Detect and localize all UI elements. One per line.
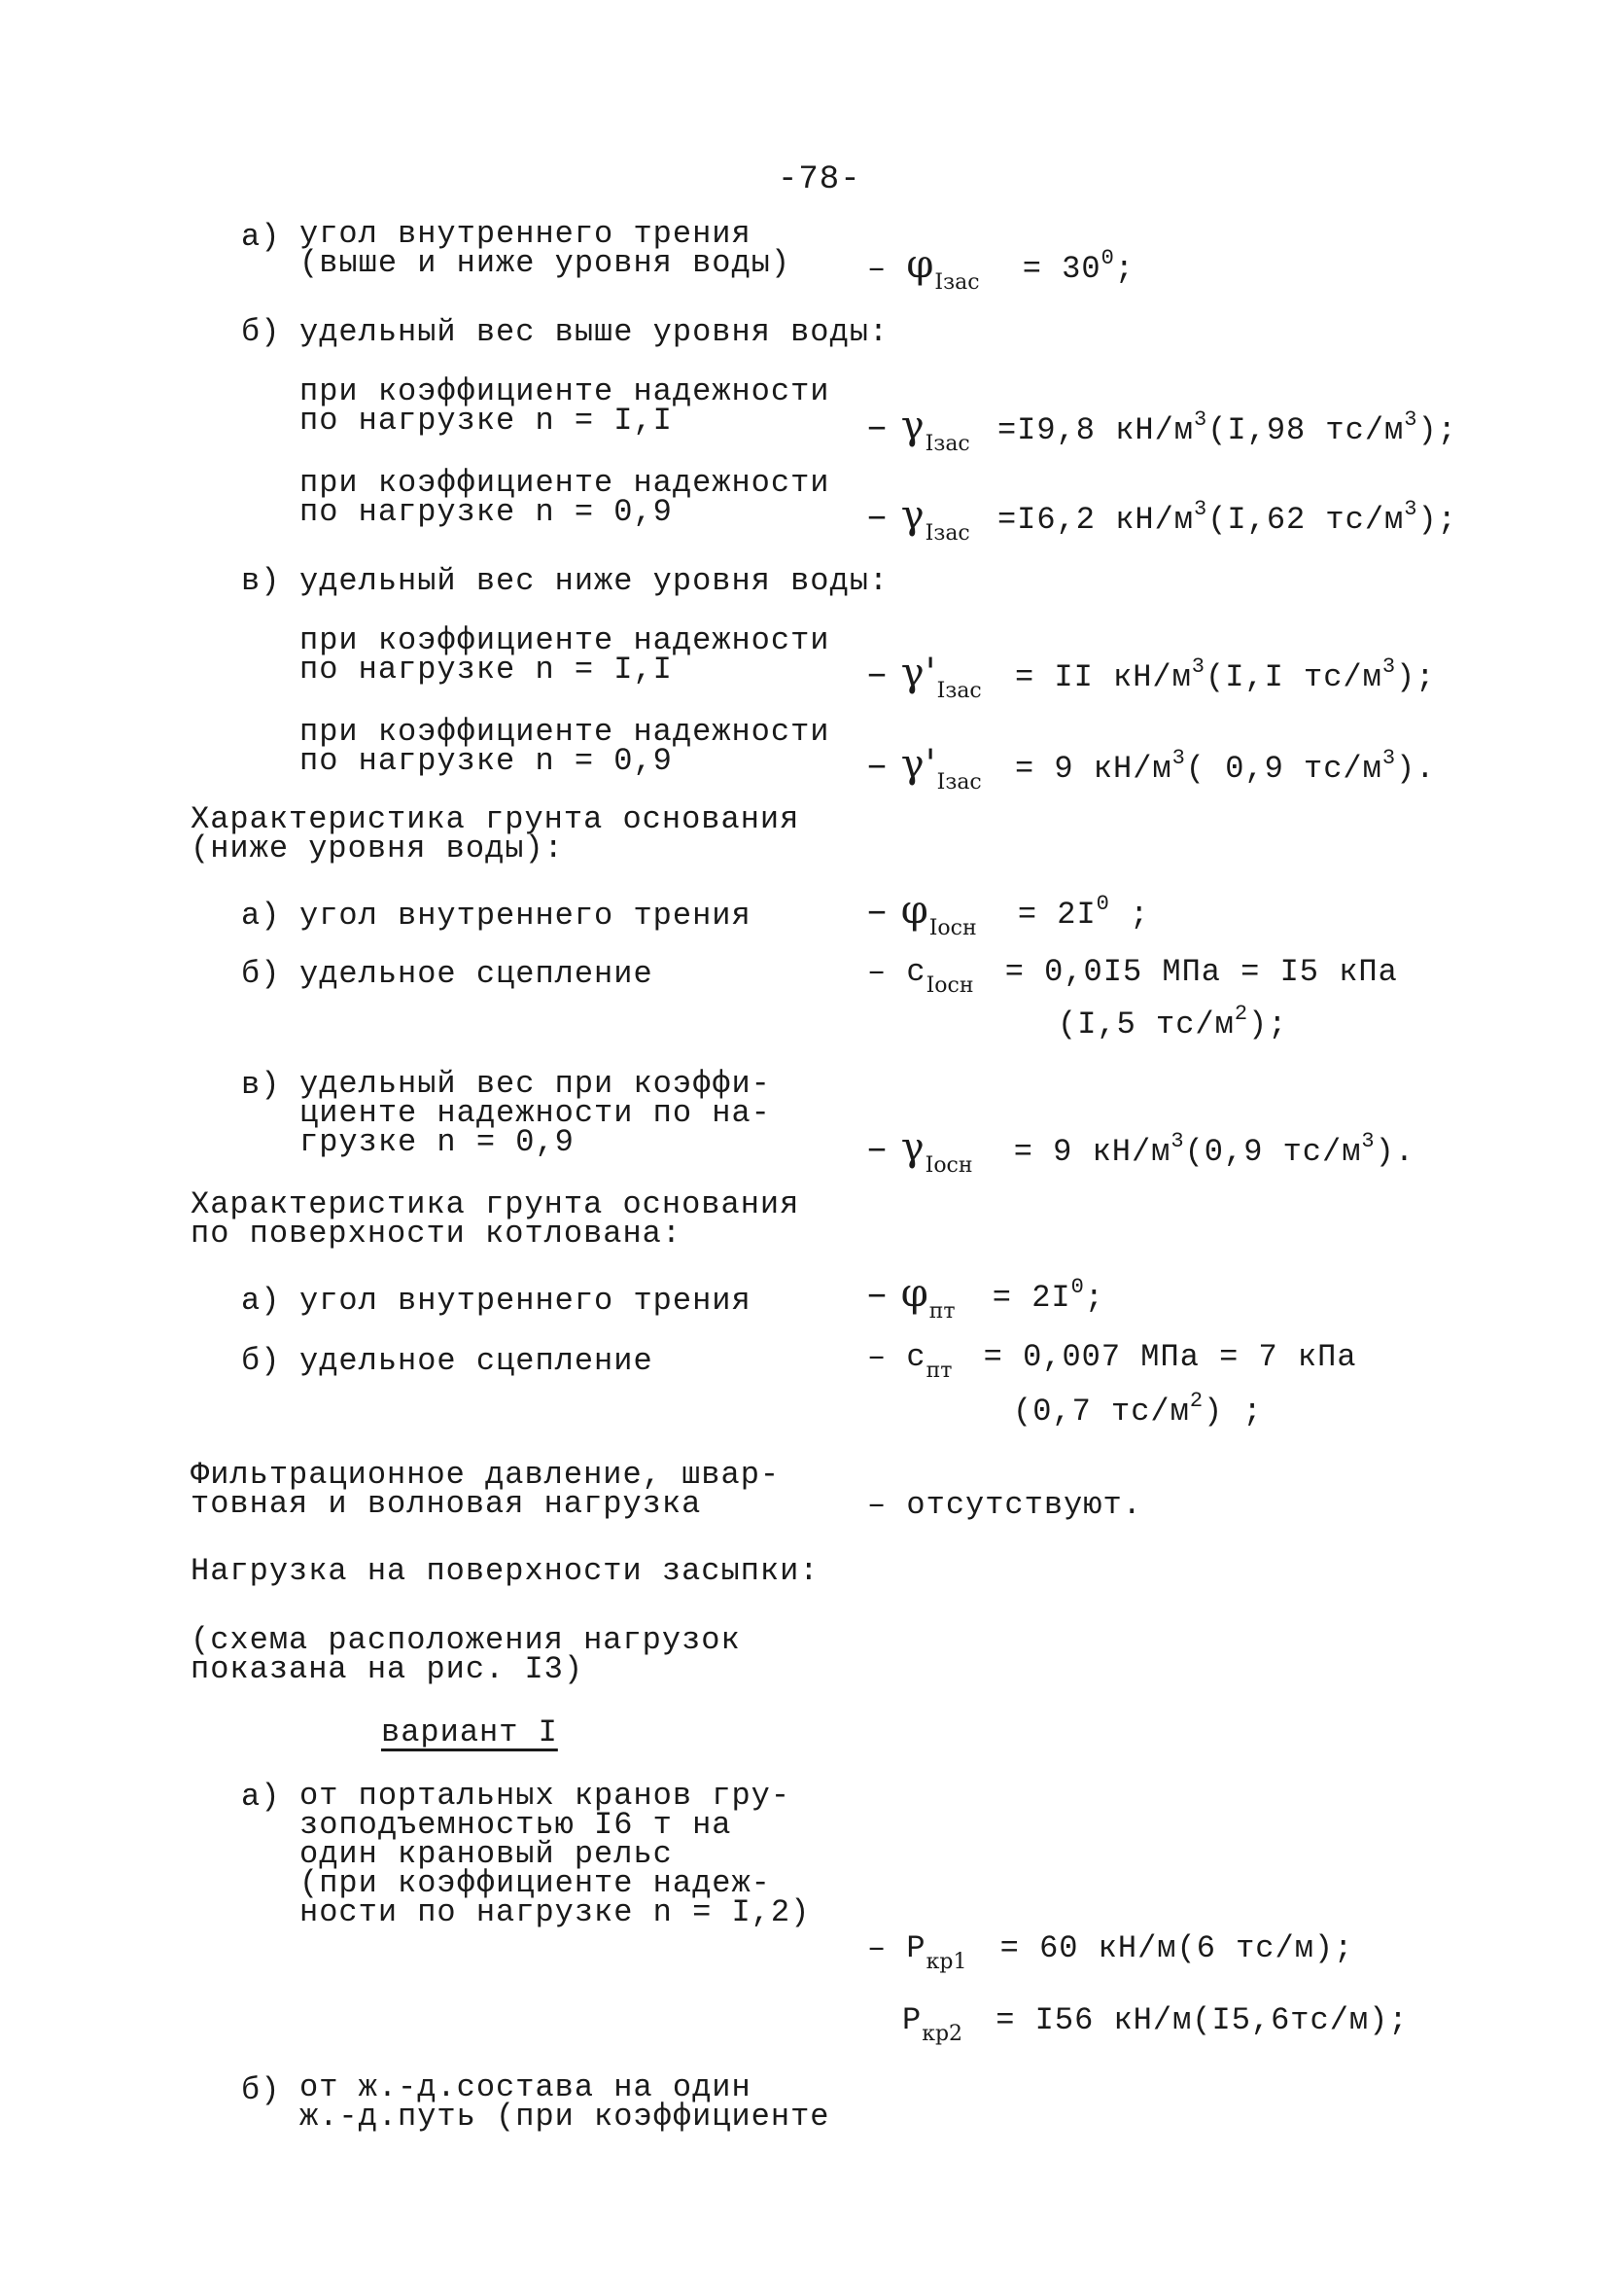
subscript: Iзас [936,679,982,703]
value: ( 0,9 тс/м [1185,751,1382,787]
value: = 30 [1022,251,1101,287]
item-label: в) [241,563,281,599]
gamma-prime-symbol: – γ' [867,651,937,695]
value: = 60 кН/м(6 тс/м); [999,1930,1354,1966]
text-line: один крановый рельс [299,1836,673,1872]
item-label: а) [241,219,281,255]
end: ; [1109,897,1150,933]
superscript: 3 [1381,746,1397,770]
dash: – [867,251,907,287]
formula [867,742,1436,795]
subscript: кр2 [922,2022,963,2046]
item-label: в) [241,1067,281,1103]
end: ) ; [1204,1394,1263,1430]
subscript: Iосн [926,973,974,998]
superscript: 3 [1404,497,1418,521]
superscript: 3 [1194,407,1208,432]
text-line: (при коэффициенте надеж- [299,1865,771,1901]
superscript: 3 [1381,654,1397,679]
text-line: при коэффициенте надежности [299,714,830,750]
superscript: 3 [1171,746,1186,770]
value: =I6,2 кН/м [996,502,1194,538]
text-line: угол внутреннего трения [299,1283,751,1319]
variant-heading: вариант I [381,1714,558,1750]
formula [867,653,1435,702]
end: ); [1396,659,1436,695]
formula [867,1339,1357,1383]
value: = 2I [992,1280,1071,1316]
superscript: 2 [1189,1389,1205,1413]
value: = 0,0I5 МПа = I5 кПа [1004,954,1398,990]
text-line: Нагрузка на поверхности засыпки: [191,1553,820,1589]
text-line: Фильтрационное давление, швар- [191,1457,781,1493]
item-label: б) [241,2072,281,2108]
end: ); [1248,1007,1288,1042]
gamma-symbol: – γ [867,493,926,538]
formula [867,493,1457,546]
text-line: по нагрузке n = 0,9 [299,743,673,779]
section-heading: Характеристика грунта основания [191,801,800,837]
value: =I9,8 кН/м [996,412,1194,448]
superscript: 3 [1194,497,1208,521]
text-line: по нагрузке n = I,I [299,652,673,688]
end: ; [1114,251,1135,287]
text-line: удельное сцепление [299,1343,653,1379]
text-line: удельное сцепление [299,956,653,992]
text-line: от портальных кранов гру- [299,1778,791,1814]
section-heading: Характеристика грунта основания [191,1186,800,1222]
text-line: по нагрузке n = 0,9 [299,494,673,530]
formula [867,1125,1415,1178]
subscript: пт [928,1299,956,1324]
text-line: циенте надежности по на- [299,1095,771,1131]
value: (0,7 тс/м [1013,1394,1190,1430]
superscript: 0 [1100,246,1115,270]
section-heading: по поверхности котлована: [191,1216,682,1252]
value: (0,9 тс/м [1184,1134,1362,1170]
end: ). [1375,1134,1415,1170]
item-label: а) [241,1779,281,1815]
value: = II кН/м [1014,659,1192,695]
text-line: (схема расположения нагрузок [191,1622,741,1658]
end: ); [1417,502,1457,538]
superscript: 2 [1234,1002,1249,1026]
value: (I,62 тс/м [1207,502,1405,538]
item-label: б) [241,314,281,350]
subscript: Iосн [928,916,977,940]
superscript: 3 [1191,654,1205,679]
text-line: при коэффициенте надежности [299,373,830,409]
text-line: зоподъемностью I6 т на [299,1807,732,1843]
end: ); [1417,412,1457,448]
c-symbol: – c [867,954,926,990]
subscript: Iзас [925,432,970,456]
text-line: ж.-д.путь (при коэффициенте [299,2099,830,2135]
formula [867,1930,1354,1974]
formula-continuation [1013,1391,1263,1428]
text-line: удельный вес ниже уровня воды: [299,563,890,599]
end: ). [1396,751,1436,787]
section-heading: (ниже уровня воды): [191,830,564,866]
value: = 9 кН/м [1013,1134,1171,1170]
text-line: удельный вес при коэффи- [299,1066,771,1102]
item-label: б) [241,1343,281,1379]
text-line: при коэффициенте надежности [299,622,830,658]
value: = I56 кН/м(I5,6тс/м); [996,2002,1409,2038]
subscript: Iосн [925,1153,973,1178]
value: = 9 кН/м [1014,751,1172,787]
text-line: показана на рис. I3) [191,1651,584,1687]
superscript: 0 [1096,892,1110,916]
text-line: угол внутреннего трения [299,898,751,934]
superscript: 3 [1170,1129,1185,1153]
superscript: 3 [1404,407,1418,432]
subscript: кр1 [926,1950,967,1974]
value: (I,I тс/м [1205,659,1382,695]
p-symbol: P [902,2002,923,2038]
phi-symbol: – φ [867,888,929,933]
text-line: по нагрузке n = I,I [299,403,673,439]
formula [902,2002,1409,2046]
formula [867,954,1398,998]
phi-symbol: φ [906,242,935,287]
text-line: удельный вес выше уровня воды: [299,314,890,350]
superscript: 3 [1361,1129,1376,1153]
text-line: товная и волновая нагрузка [191,1486,702,1522]
phi-symbol: – φ [867,1271,929,1316]
superscript: 0 [1070,1275,1085,1299]
formula [867,888,1150,940]
item-label: б) [241,956,281,992]
value: – отсутствуют. [867,1487,1142,1523]
item-label: а) [241,1283,281,1319]
text-line: от ж.-д.состава на один [299,2069,751,2105]
end: ; [1084,1280,1104,1316]
text-line: при коэффициенте надежности [299,465,830,501]
c-symbol: – c [867,1339,926,1375]
page-number: -78- [778,161,861,198]
value: (I,5 тс/м [1058,1007,1235,1042]
formula [867,406,1457,455]
text-line: грузке n = 0,9 [299,1124,575,1160]
subscript: пт [926,1359,953,1383]
gamma-symbol: – γ [867,1125,926,1170]
formula-continuation [1058,1004,1287,1041]
text-line: ности по нагрузке n = I,2) [299,1894,811,1930]
subscript: Iзас [925,521,970,546]
formula [867,242,1135,295]
text-line: угол внутреннего трения [299,216,751,252]
value: (I,98 тс/м [1207,412,1405,448]
value: = 0,007 МПа = 7 кПа [983,1339,1357,1375]
text-line: (выше и ниже уровня воды) [299,245,791,281]
gamma-symbol: – γ [867,404,926,448]
gamma-prime-symbol: – γ' [867,742,937,787]
p-symbol: – P [867,1930,926,1966]
subscript: Iзас [934,270,980,295]
item-label: а) [241,898,281,934]
subscript: Iзас [936,770,982,795]
formula [867,1271,1104,1324]
value: = 2I [1017,897,1097,933]
